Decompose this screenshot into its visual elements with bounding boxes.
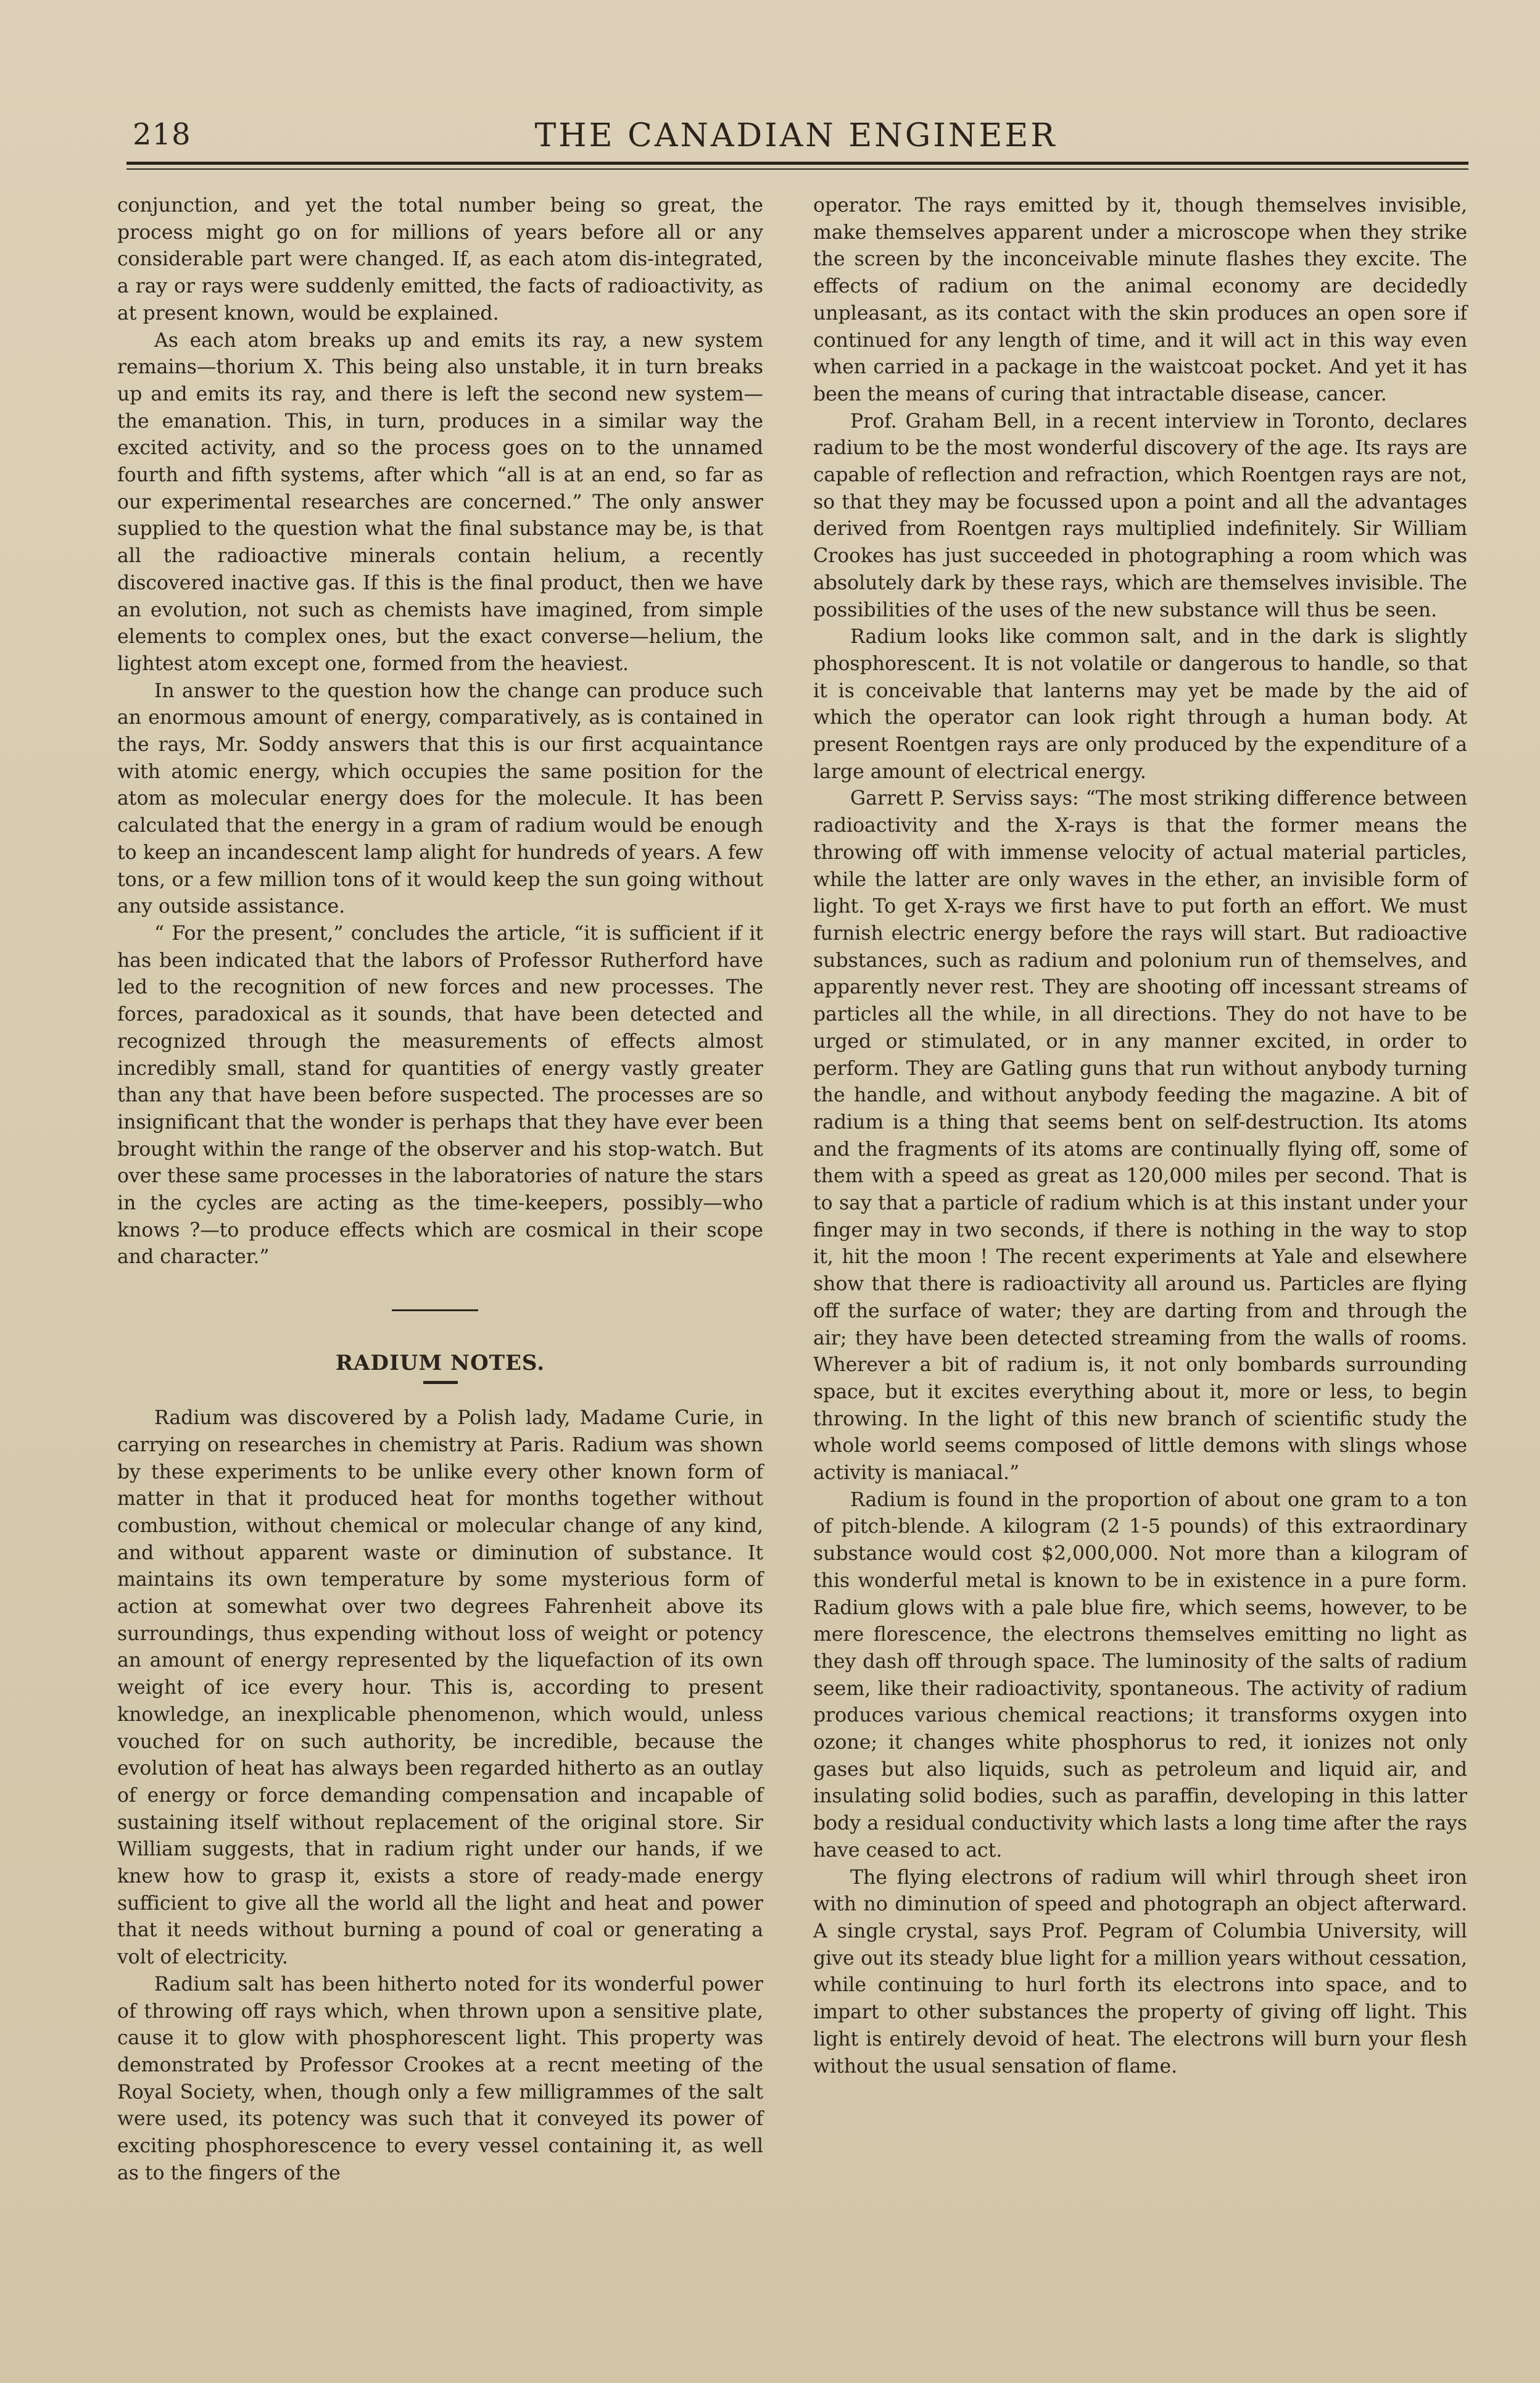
article-paragraph: As each atom breaks up and emits its ray, a new system remains—thorium X. This being also unstable, it in turn breaks up and emits its ray, and there is left the second new system—the emanation. This, in turn, produces in a similar way the excited activity, and so the process goes on to the unnamed fourth and fifth systems, after which “all is at an end, so far as our experimental researches are concerned.” The only answer supplied to the question what the final substance may be, is that all the radioactive minerals contain helium, a recently discovered inactive gas. If this is the final product, then we have an evolution, not such as chemists have imagined, from simple elements to complex ones, but the exact converse—helium, the lightest atom except one, formed from the heaviest. [117,329,763,675]
article-paragraph: Radium was discovered by a Polish lady, Madame Curie, in carrying on researches in chemistry at Paris. Radium was shown by these experiments to be unlike every other known form of matter in that it produced heat for months together without combustion, without chemical or molecular change of any kind, and without apparent waste or diminution of substance. It maintains its own temperature by some mysterious form of action at somewhat over two degrees Fahrenheit above its surroundings, thus expending without loss of weight or potency an amount of energy represented by the liquefaction of its own weight of ice every hour. This is, according to present knowledge, an inexplicable phenomenon, which would, unless vouched for on such authority, be incredible, because the evolution of heat has always been regarded hitherto as an outlay of energy or force demanding compensation and incapable of sustaining itself without replacement of the original store. Sir William suggests, that in radium right under our hands, if we knew how to grasp it, exists a store of ready-made energy sufficient to give all the world all the light and heat and power that it needs without burning a pound of coal or generating a volt of electricity. [117,1407,763,1969]
section-title: RADIUM NOTES. [335,1351,545,1376]
article-paragraph: conjunction, and yet the total number being so great, the process might go on for millions of years before all or any considerable part were changed. If, as each atom dis-integrated, a ray or rays were suddenly emitted, the facts of radioactivity, as at present known, would be explained. [117,194,763,325]
article-paragraph: Radium looks like common salt, and in the dark is slightly phosphorescent. It is not volatile or dangerous to handle, so that it is conceivable that lanterns may yet be made by the aid of which the operator can look right through a human body. At present Roentgen rays are only produced by the expenditure of a large amount of electrical energy. [813,626,1467,783]
article-paragraph: Prof. Graham Bell, in a recent interview in Toronto, declares radium to be the most wonderful discovery of the age. Its rays are capable of reflection and refraction, which Roentgen rays are not, so that they may be focussed upon a point and all the advantages derived from Roentgen rays multiplied indefinitely. Sir William Crookes has just succeeded in photographing a room which was absolutely dark by these rays, which are themselves invisible. The possibilities of the uses of the new substance will thus be seen. [813,410,1467,621]
page-number: 218 [133,117,191,152]
header-rule-thin [126,168,1468,170]
article-paragraph: In answer to the question how the change can produce such an enormous amount of energy, comparatively, as is contained in the rays, Mr. Soddy answers that this is our first acquaintance with atomic energy, which occupies the same position for the atom as molecular energy does for the molecule. It has been calculated that the energy in a gram of radium would be enough to keep an incandescent lamp alight for hundreds of years. A few tons, or a few million tons of it would keep the sun going without any outside assistance. [117,679,763,918]
article-paragraph: operator. The rays emitted by it, though themselves invisible, make themselves apparent under a microscope when they strike the screen by the inconceivable minute flashes they excite. The effects of radium on the animal economy are decidedly unpleasant, as its contact with the skin produces an open sore if continued for any length of time, and it will act in this way even when carried in a package in the waistcoat pocket. And yet it has been the means of curing that intractable disease, cancer. [813,194,1467,405]
section-divider [392,1309,478,1311]
article-paragraph: Radium is found in the proportion of about one gram to a ton of pitch-blende. A kilogram (2 1-5 pounds) of this extraordinary substance would cost $2,000,000. Not more than a kilogram of this wonderful metal is known to be in existence in a pure form. Radium glows with a pale blue fire, which seems, however, to be mere florescence, the electrons themselves emitting no light as they dash off through space. The luminosity of the salts of radium seem, like their radioactivity, spontaneous. The activity of radium produces various chemical reactions; it transforms oxygen into ozone; it changes white phosphorus to red, it ionizes not only gases but also liquids, such as petroleum and liquid air, and insulating solid bodies, such as paraffin, developing in this latter body a residual conductivity which lasts a long time after the rays have ceased to act. [813,1488,1467,1862]
header-rule-thick [126,162,1468,165]
article-paragraph: “ For the present,” concludes the article, “it is sufficient if it has been indicated that the labors of Professor Rutherford have led to the recognition of new forces and new processes. The forces, paradoxical as it sounds, that have been detected and recognized through the measurements of effects almost incredibly small, stand for quantities of energy vastly greater than any that have been before suspected. The processes are so insignificant that the wonder is perhaps that they have ever been brought within the range of the observer and his stop-watch. But over these same processes in the laboratories of nature the stars in the cycles are acting as the time-keepers, possibly—who knows ?—to produce effects which are cosmical in their scope and character.” [117,922,763,1269]
article-paragraph: Radium salt has been hitherto noted for its wonderful power of throwing off rays which, when thrown upon a sensitive plate, cause it to glow with phosphorescent light. This property was demonstrated by Professor Crookes at a recnt meeting of the Royal Society, when, though only a few milligrammes of the salt were used, its potency was such that it conveyed its power of exciting phosphorescence to every vessel containing it, as well as to the fingers of the [117,1973,763,2184]
section-divider-area [117,1271,763,1345]
page-header [133,117,1459,160]
running-title: THE CANADIAN ENGINEER [534,117,1058,154]
article-paragraph: Garrett P. Serviss says: “The most striking difference between radioactivity and the X-rays is that the former means the throwing off with immense velocity of actual material particles, while the latter are only waves in the ether, an invisible form of light. To get X-rays we first have to put forth an effort. We must furnish electric energy before the rays will start. But radioactive substances, such as radium and polonium run of themselves, and apparently never rest. They are shooting off incessant streams of particles all the while, in all directions. They do not have to be urged or stimulated, or in any manner excited, in order to perform. They are Gatling guns that run without anybody turning the handle, and without anybody feeding the magazine. A bit of radium is a thing that seems bent on self-destruction. Its atoms and the fragments of its atoms are continually flying off, some of them with a speed as great as 120,000 miles per second. That is to say that a particle of radium which is at this instant under your finger may in two seconds, if there is nothing in the way to stop it, hit the moon ! The recent experiments at Yale and elsewhere show that there is radioactivity all around us. Particles are flying off the surface of water; they are darting from and through the air; they have been detected streaming from the walls of rooms. Wherever a bit of radium is, it not only bombards surrounding space, but it excites everything about it, more or less, to begin throwing. In the light of this new branch of scientific study the whole world seems composed of little demons with slings whose activity is maniacal.” [813,787,1467,1485]
article-paragraph: The flying electrons of radium will whirl through sheet iron with no diminution of speed and photograph an object afterward. A single crystal, says Prof. Pegram of Columbia University, will give out its steady blue light for a million years without cessation, while continuing to hurl forth its electrons into space, and to impart to other substances the property of giving off light. This light is entirely devoid of heat. The electrons will burn your flesh without the usual sensation of flame. [813,1866,1467,2078]
right-column [813,193,1467,2080]
title-underline-mark [423,1381,458,1384]
left-column [117,193,763,2187]
